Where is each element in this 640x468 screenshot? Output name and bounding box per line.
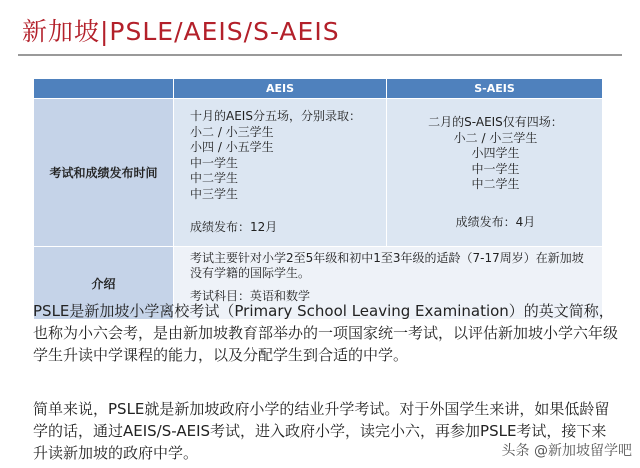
aeis-line: 十月的AEIS分五场，分别录取： bbox=[190, 109, 361, 123]
header-aeis: AEIS bbox=[174, 79, 387, 99]
aeis-line: 中三学生 bbox=[190, 186, 239, 201]
row-label-intro: 介绍 bbox=[34, 247, 174, 320]
table-header-row bbox=[34, 79, 603, 99]
aeis-result: 成绩发布：12月 bbox=[190, 220, 278, 234]
aeis-line: 小四 / 小五学生 bbox=[190, 140, 274, 154]
aeis-line: 中二学生 bbox=[190, 171, 239, 185]
saeis-line: 小四学生 bbox=[471, 146, 520, 160]
psle-description: PSLE是新加坡小学离校考试（Primary School Leaving Examination）的英文简称，也称为小六会考，是由新加坡教育部举办的一项国家统一考试，以评估新加坡小学六年级学生升读中学课程的能力，以及分配学生到合适的中学。 bbox=[33, 302, 619, 364]
saeis-line: 中一学生 bbox=[471, 161, 520, 176]
intro-text: 考试主要针对小学2至5年级和初中1至3年级的适龄（7-17周岁）在新加坡没有学籍的国际学生。 bbox=[190, 251, 584, 280]
title-divider bbox=[18, 54, 622, 56]
page-title: 新加坡|PSLE/AEIS/S-AEIS bbox=[22, 17, 340, 46]
watermark bbox=[502, 440, 632, 460]
saeis-line: 二月的S-AEIS仅有四场： bbox=[428, 115, 563, 129]
saeis-line: 小二 / 小三学生 bbox=[453, 130, 538, 145]
intro-subjects: 考试科目：英语和数学 bbox=[190, 289, 311, 303]
saeis-line: 中二学生 bbox=[471, 177, 520, 191]
watermark-text: 头条 @新加坡留学吧 bbox=[501, 443, 632, 459]
header-saeis: S-AEIS bbox=[387, 79, 603, 99]
aeis-line: 中一学生 bbox=[190, 155, 239, 170]
psle-summary: 简单来说，PSLE就是新加坡政府小学的结业升学考试。对于外国学生来讲，如果低龄留学的话，通过AEIS/S-AEIS考试，进入政府小学，读完小六，再参加PSLE考试，接下来升读新加坡的政府中学。 bbox=[33, 400, 610, 462]
exam-info-table bbox=[33, 78, 603, 320]
saeis-schedule-cell bbox=[387, 99, 603, 247]
aeis-schedule-cell bbox=[174, 99, 387, 247]
saeis-result: 成绩发布：4月 bbox=[455, 214, 536, 229]
row-label-schedule: 考试和成绩发布时间 bbox=[34, 99, 174, 247]
table-row-schedule bbox=[34, 99, 603, 247]
header-blank bbox=[34, 79, 174, 99]
aeis-line: 小二 / 小三学生 bbox=[190, 124, 274, 139]
